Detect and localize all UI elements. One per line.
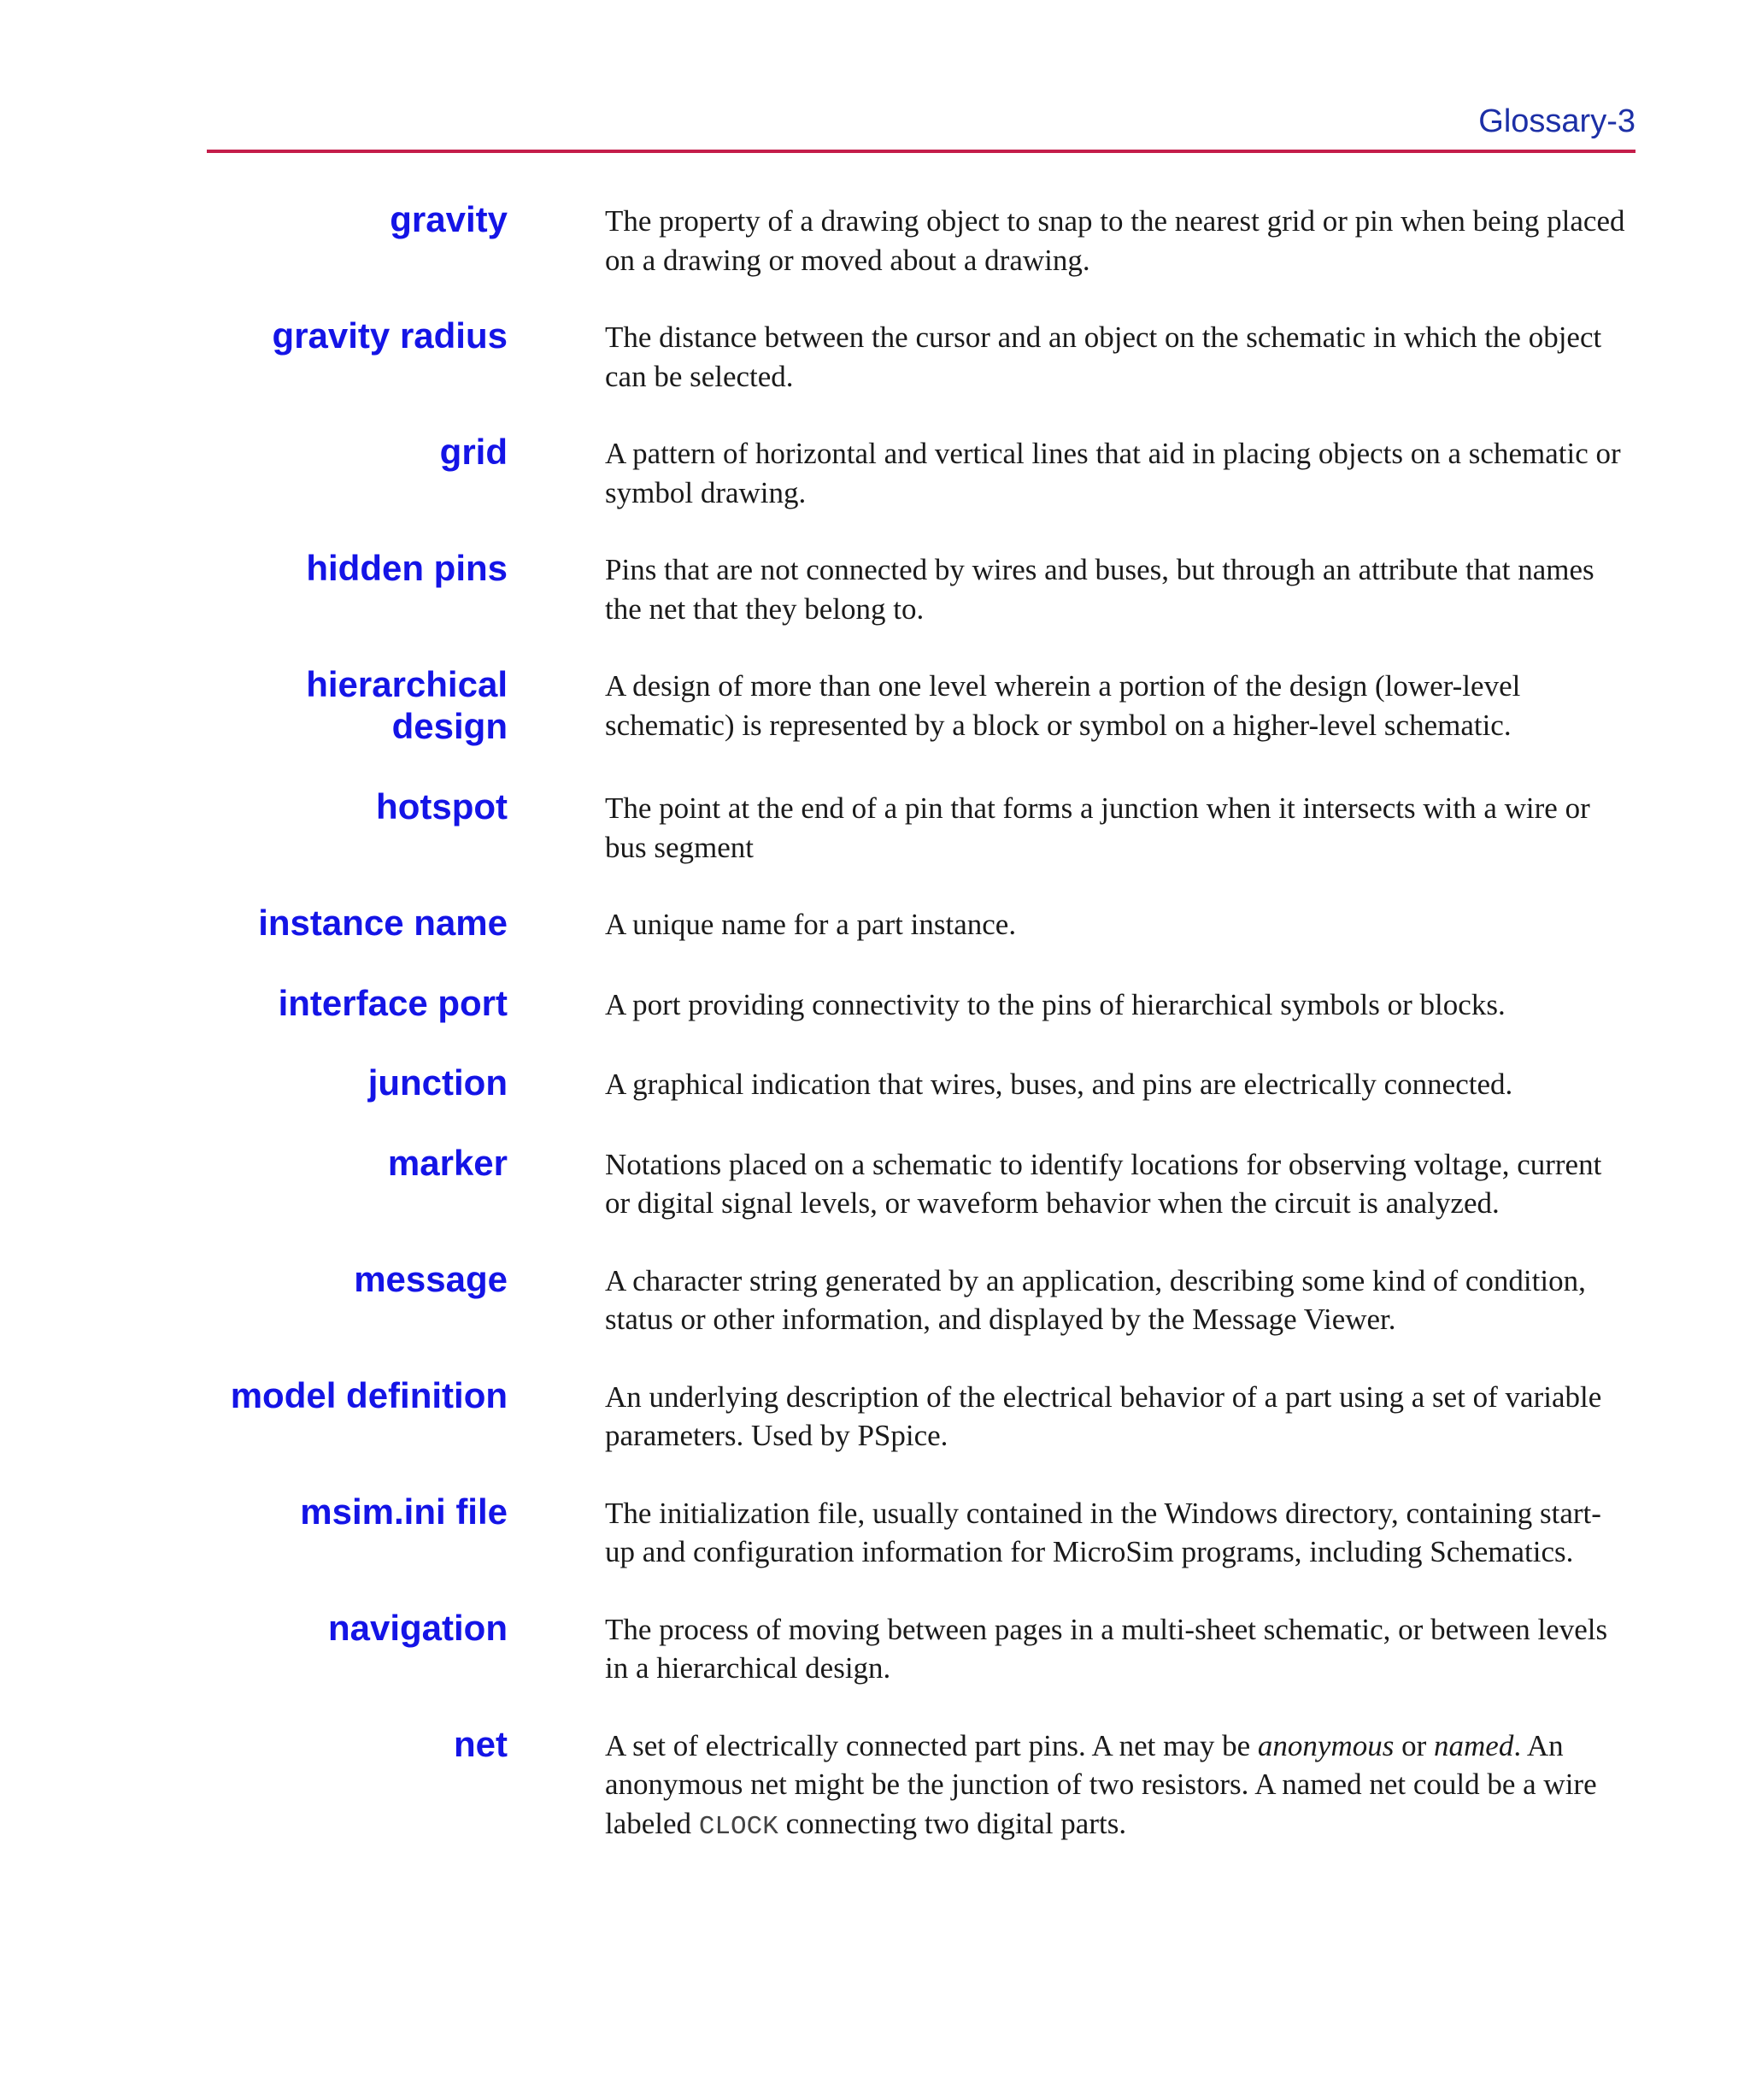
header-rule — [207, 150, 1635, 153]
glossary-definition: A unique name for a part instance. — [605, 908, 1017, 941]
definition-emphasis: anonymous — [1257, 1728, 1395, 1762]
definition-text: connecting two digital parts. — [778, 1806, 1127, 1840]
glossary-entry-hotspot — [0, 786, 1750, 867]
glossary-definition: Pins that are not connected by wires and buses, but through an attribute that names the net that they belong to. — [605, 553, 1594, 626]
definition-code: CLOCK — [698, 1811, 778, 1842]
glossary-term: grid — [439, 432, 508, 472]
definition-text: . An anonymous net might be the junction of two resistors. A named net could be a wire labeled — [605, 1728, 1597, 1840]
page-header — [207, 101, 1635, 152]
glossary-term: interface port — [278, 982, 508, 1023]
glossary-term-line: design — [391, 706, 508, 746]
glossary-term: navigation — [327, 1607, 508, 1648]
glossary-term: net — [454, 1723, 508, 1764]
glossary-definition: A design of more than one level wherein a portion of the design (lower-level schematic) is represented by a block or symbol on a higher-level schematic. — [605, 669, 1521, 742]
glossary-term: model definition — [230, 1374, 508, 1415]
glossary-definition: An underlying description of the electrical behavior of a part using a set of variable parameters. Used by PSpice. — [605, 1379, 1602, 1452]
glossary-term: msim.ini file — [300, 1491, 508, 1532]
glossary-definition: The property of a drawing object to snap to the nearest grid or pin when being placed on a drawing or moved about a drawing. — [605, 204, 1625, 277]
glossary-list — [0, 199, 1750, 1846]
glossary-entry-interface-port — [0, 982, 1750, 1025]
glossary-term: hidden pins — [306, 548, 508, 588]
glossary-entry-junction — [0, 1062, 1750, 1104]
glossary-entry-marker — [0, 1142, 1750, 1223]
glossary-entry-hierarchical-design — [0, 664, 1750, 746]
definition-text: A set of electrically connected part pins. A net may be — [605, 1728, 1258, 1762]
glossary-term — [171, 663, 508, 747]
glossary-definition — [605, 1726, 1630, 1847]
glossary-entry-navigation — [0, 1607, 1750, 1688]
page-number: Glossary-3 — [1478, 103, 1635, 139]
glossary-definition: A port providing connectivity to the pins of hierarchical symbols or blocks. — [605, 987, 1506, 1021]
glossary-term: gravity — [390, 199, 508, 239]
glossary-term: marker — [387, 1142, 508, 1183]
glossary-entry-model-definition — [0, 1374, 1750, 1456]
glossary-entry-grid — [0, 434, 1750, 512]
definition-emphasis: named — [1434, 1728, 1514, 1762]
glossary-term-line: hierarchical — [306, 664, 508, 704]
definition-text: or — [1394, 1728, 1435, 1762]
glossary-definition: The point at the end of a pin that forms a junction when it intersects with a wire or bus segment — [605, 791, 1590, 864]
glossary-entry-gravity-radius — [0, 315, 1750, 396]
glossary-entry-msim-ini-file — [0, 1491, 1750, 1572]
glossary-definition: The process of moving between pages in a multi-sheet schematic, or between levels in a hierarchical design. — [605, 1612, 1608, 1685]
glossary-definition: The initialization file, usually contained in the Windows directory, containing start-up and configuration information for MicroSim programs, including Schematics. — [605, 1496, 1601, 1568]
glossary-term: gravity radius — [272, 315, 508, 356]
glossary-definition: The distance between the cursor and an object on the schematic in which the object can be selected. — [605, 321, 1602, 393]
glossary-definition: Notations placed on a schematic to identify locations for observing voltage, current or digital signal levels, or waveform behavior when the circuit is analyzed. — [605, 1147, 1602, 1220]
glossary-term: junction — [367, 1062, 508, 1103]
glossary-definition: A character string generated by an application, describing some kind of condition, status or other information, and displayed by the Message Viewer. — [605, 1263, 1586, 1336]
glossary-entry-hidden-pins — [0, 550, 1750, 628]
glossary-term: instance name — [258, 903, 508, 943]
glossary-entry-instance-name — [0, 905, 1750, 944]
glossary-term: hotspot — [376, 786, 508, 826]
glossary-term: message — [354, 1258, 508, 1299]
glossary-definition: A graphical indication that wires, buses, and pins are electrically connected. — [605, 1068, 1513, 1101]
glossary-entry-gravity — [0, 199, 1750, 279]
glossary-entry-net — [0, 1723, 1750, 1847]
glossary-definition: A pattern of horizontal and vertical lines that aid in placing objects on a schematic or symbol drawing. — [605, 437, 1621, 509]
glossary-entry-message — [0, 1258, 1750, 1339]
